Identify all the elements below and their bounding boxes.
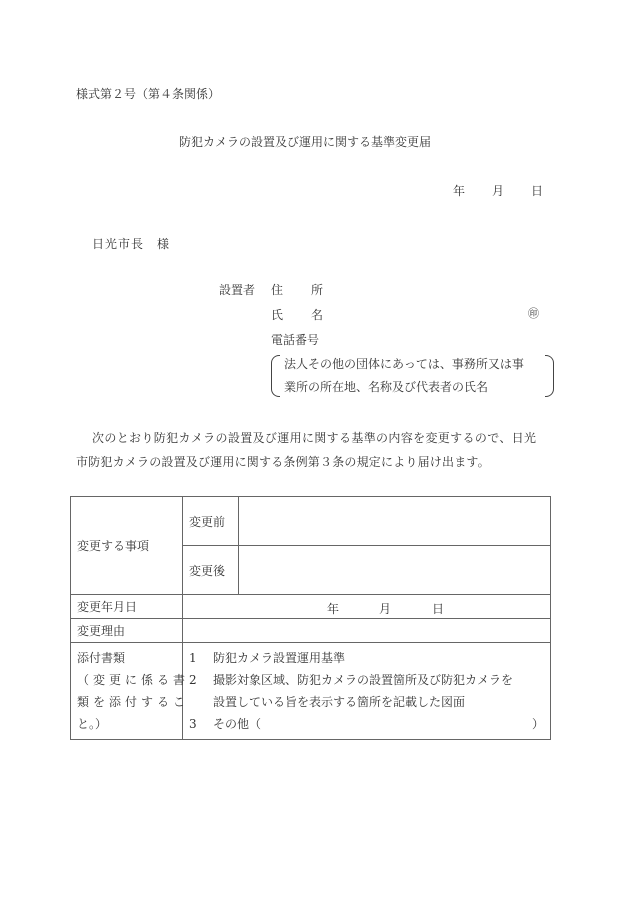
applicant-role-label: 設置者 bbox=[219, 283, 256, 297]
attachment-item bbox=[189, 691, 550, 713]
attachments-label bbox=[71, 643, 190, 740]
attachment-other-close: ） bbox=[531, 717, 544, 731]
form-number: 様式第２号（第４条関係） bbox=[76, 87, 221, 101]
attachment-item bbox=[189, 669, 550, 691]
document-title: 防犯カメラの設置及び運用に関する基準変更届 bbox=[179, 135, 432, 149]
addressee: 日光市長 様 bbox=[92, 237, 171, 251]
corporate-note-line-2: 業所の所在地、名称及び代表者の氏名 bbox=[284, 380, 489, 394]
change-reason-label: 変更理由 bbox=[71, 619, 183, 643]
seal-mark: ㊞ bbox=[528, 307, 539, 320]
body-text-line-1: 次のとおり防犯カメラの設置及び運用に関する基準の内容を変更するので、日光 bbox=[92, 431, 537, 445]
before-label: 変更前 bbox=[183, 497, 239, 546]
change-date-field[interactable] bbox=[183, 595, 551, 619]
before-value-field[interactable] bbox=[239, 497, 551, 546]
attachment-text: その他（ bbox=[213, 717, 262, 731]
after-value-field[interactable] bbox=[239, 546, 551, 595]
date-day-label: 日 bbox=[531, 184, 544, 198]
table-row-reason bbox=[71, 619, 551, 643]
table-row-attachments bbox=[71, 643, 551, 740]
attachment-text: 撮影対象区域、防犯カメラの設置箇所及び防犯カメラを bbox=[213, 673, 514, 687]
attachment-item bbox=[189, 647, 550, 669]
name-label-1: 氏 bbox=[271, 308, 284, 322]
change-date-month: 月 bbox=[379, 602, 392, 616]
attachment-text: 設置している旨を表示する箇所を記載した図面 bbox=[213, 695, 466, 709]
attachments-label-line: 類を添付するこ bbox=[77, 695, 190, 709]
date-month-label: 月 bbox=[492, 184, 505, 198]
attachment-number: 3 bbox=[189, 717, 197, 731]
table-row-change-date bbox=[71, 595, 551, 619]
address-label-1: 住 bbox=[271, 283, 284, 297]
attachment-item bbox=[189, 713, 550, 735]
phone-label: 電話番号 bbox=[271, 333, 320, 347]
corporate-note-line-1: 法人その他の団体にあっては、事務所又は事 bbox=[284, 357, 524, 371]
change-date-day: 日 bbox=[432, 602, 445, 616]
attachment-text: 防犯カメラ設置運用基準 bbox=[213, 651, 346, 665]
attachment-number: 1 bbox=[189, 651, 197, 665]
body-text-line-2: 市防犯カメラの設置及び運用に関する条例第３条の規定により届け出ます。 bbox=[76, 455, 490, 469]
table-row-before bbox=[71, 497, 551, 546]
change-form-table bbox=[70, 496, 551, 740]
address-label-2: 所 bbox=[311, 283, 324, 297]
name-label-2: 名 bbox=[311, 308, 324, 322]
after-label: 変更後 bbox=[183, 546, 239, 595]
attachments-label-line: 添付書類 bbox=[77, 651, 126, 665]
left-bracket bbox=[271, 355, 280, 397]
change-date-label: 変更年月日 bbox=[71, 595, 183, 619]
attachments-label-line: （変更に係る書 bbox=[77, 673, 190, 687]
change-reason-field[interactable] bbox=[183, 619, 551, 643]
change-date-year: 年 bbox=[327, 602, 340, 616]
change-item-label: 変更する事項 bbox=[71, 497, 183, 595]
attachment-number: 2 bbox=[189, 673, 197, 687]
date-year-label: 年 bbox=[453, 184, 466, 198]
attachments-label-line: と。） bbox=[77, 717, 108, 731]
right-bracket bbox=[545, 355, 554, 397]
attachments-list bbox=[183, 643, 551, 740]
